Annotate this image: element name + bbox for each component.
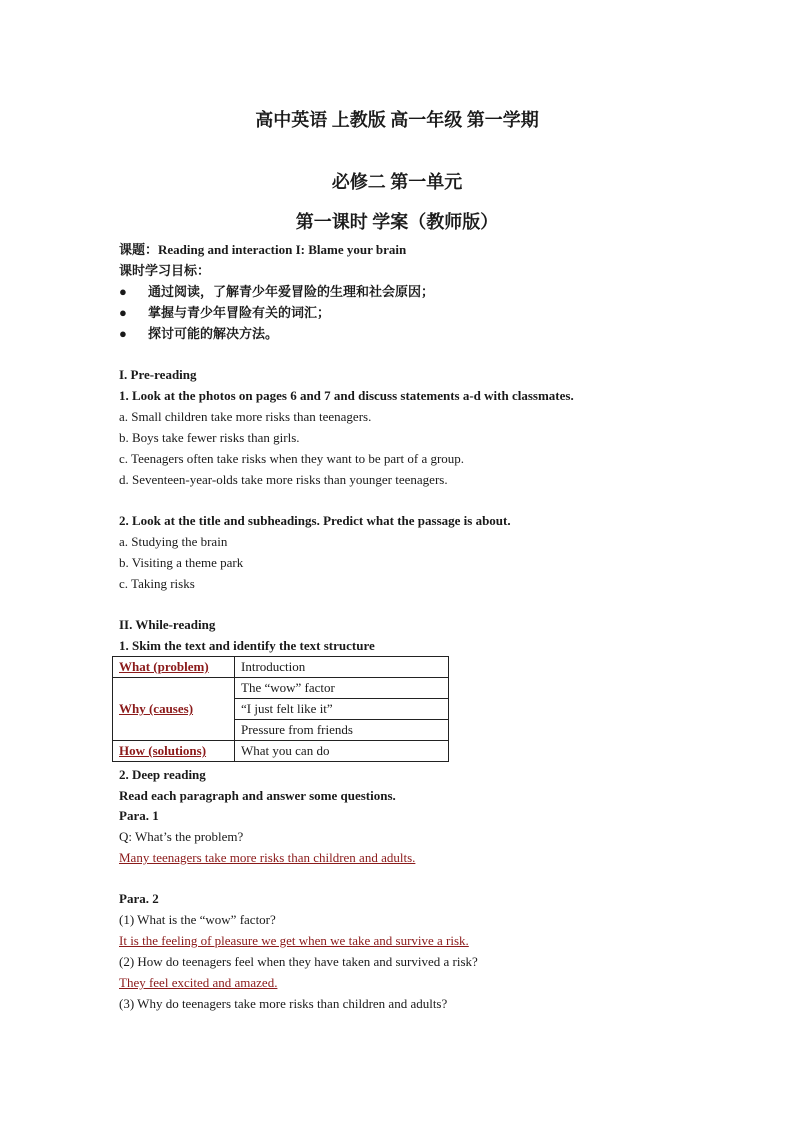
- unit-subtitle: 必修二 第一单元: [331, 172, 463, 192]
- para-2-question-3: (3) Why do teenagers take more risks than children and adults?: [119, 996, 448, 1011]
- option-b: b. Visiting a theme park: [119, 555, 244, 570]
- topic-line: 课题：Reading and interaction I: Blame your brain: [119, 242, 407, 257]
- para-2-label: Para. 2: [119, 891, 159, 906]
- bullet-icon: ●: [119, 305, 127, 320]
- pre-reading-task-1: 1. Look at the photos on pages 6 and 7 and discuss statements a-d with classmates.: [119, 388, 574, 403]
- statement-d: d. Seventeen-year-olds take more risks than younger teenagers.: [119, 472, 448, 487]
- structure-item-cell: The “wow” factor: [235, 678, 449, 699]
- table-row: [113, 741, 449, 762]
- para-2-answer-2: They feel excited and amazed.: [119, 975, 278, 990]
- structure-how-cell: How (solutions): [113, 741, 235, 762]
- statement-b: b. Boys take fewer risks than girls.: [119, 430, 300, 445]
- structure-item-cell: “I just felt like it”: [235, 699, 449, 720]
- document-title: 高中英语 上教版 高一年级 第一学期: [255, 110, 539, 130]
- statement-a: a. Small children take more risks than teenagers.: [119, 409, 372, 424]
- pre-reading-heading: I. Pre-reading: [119, 367, 197, 382]
- option-c: c. Taking risks: [119, 576, 195, 591]
- bullet-icon: ●: [119, 326, 127, 341]
- para-2-question-2: (2) How do teenagers feel when they have taken and survived a risk?: [119, 954, 478, 969]
- objective-text: 探讨可能的解决方法。: [148, 326, 279, 341]
- pre-reading-task-2: 2. Look at the title and subheadings. Predict what the passage is about.: [119, 513, 511, 528]
- para-1-answer: Many teenagers take more risks than children and adults.: [119, 850, 416, 865]
- table-row: [113, 678, 449, 699]
- para-1-question: Q: What’s the problem?: [119, 829, 244, 844]
- structure-why-cell: Why (causes): [113, 678, 235, 741]
- structure-what-cell: What (problem): [113, 657, 235, 678]
- objectives-label: 课时学习目标：: [119, 263, 211, 278]
- para-2-question-1: (1) What is the “wow” factor?: [119, 912, 276, 927]
- para-1-label: Para. 1: [119, 808, 159, 823]
- text-structure-table: [112, 656, 449, 762]
- while-reading-heading: II. While-reading: [119, 617, 216, 632]
- lesson-heading: 第一课时 学案（教师版）: [295, 212, 499, 232]
- structure-item-cell: Pressure from friends: [235, 720, 449, 741]
- structure-item-cell: Introduction: [235, 657, 449, 678]
- while-reading-task-1: 1. Skim the text and identify the text structure: [119, 638, 375, 653]
- table-row: [113, 657, 449, 678]
- para-2-answer-1: It is the feeling of pleasure we get when we take and survive a risk.: [119, 933, 469, 948]
- objective-text: 通过阅读，了解青少年爱冒险的生理和社会原因；: [148, 284, 435, 299]
- deep-reading-instruction: Read each paragraph and answer some questions.: [119, 788, 396, 803]
- option-a: a. Studying the brain: [119, 534, 228, 549]
- statement-c: c. Teenagers often take risks when they want to be part of a group.: [119, 451, 465, 466]
- objective-text: 掌握与青少年冒险有关的词汇；: [148, 305, 331, 320]
- while-reading-task-2: 2. Deep reading: [119, 767, 206, 782]
- bullet-icon: ●: [119, 284, 127, 299]
- structure-item-cell: What you can do: [235, 741, 449, 762]
